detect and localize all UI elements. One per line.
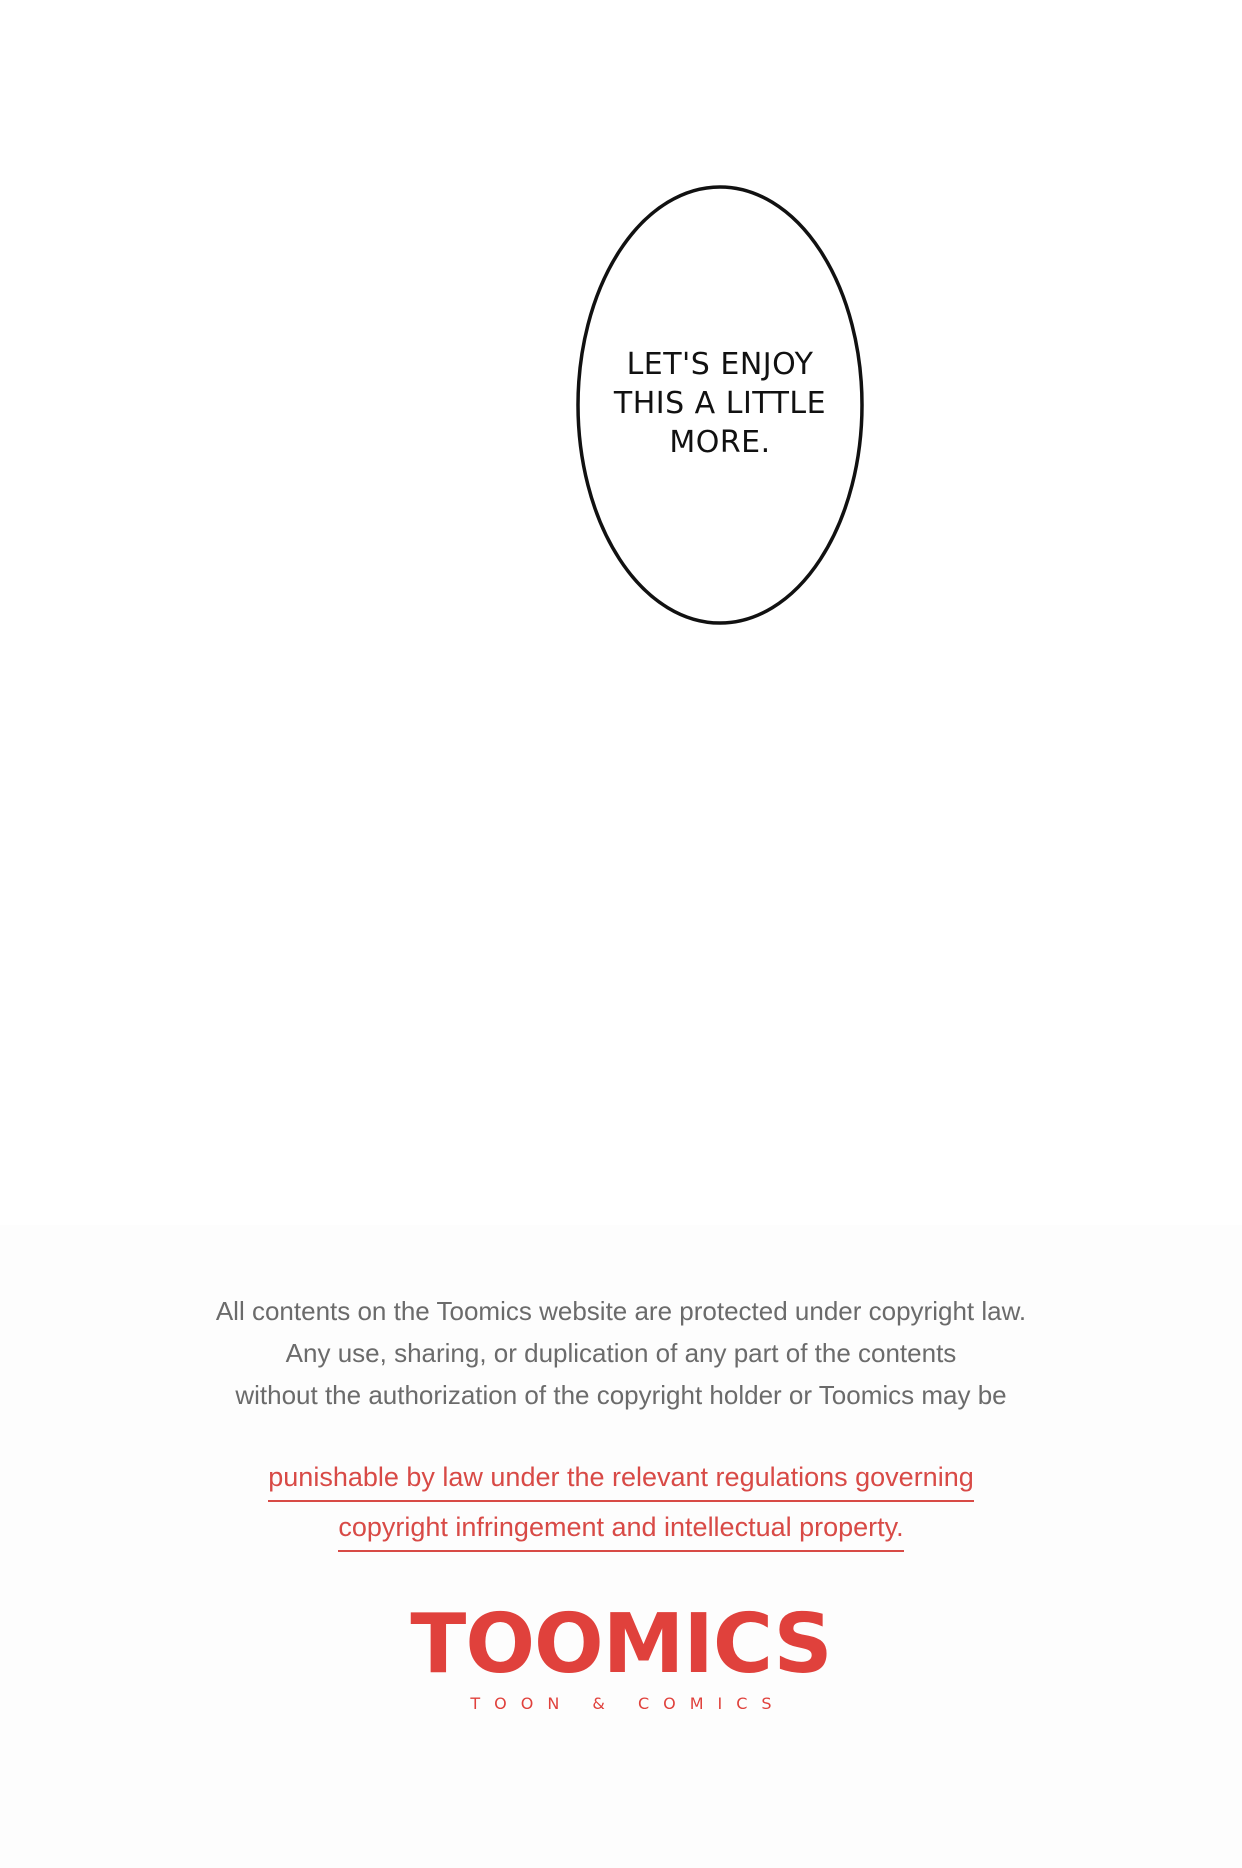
- warning-line: punishable by law under the relevant regulations governing: [268, 1460, 973, 1502]
- notice-line: Any use, sharing, or duplication of any part of the contents: [285, 1338, 957, 1368]
- copyright-warning: [0, 1460, 1242, 1560]
- notice-line: without the authorization of the copyright holder or Toomics may be: [235, 1380, 1007, 1410]
- bubble-line: MORE.: [669, 425, 771, 460]
- bubble-line: THIS A LITTLE: [613, 386, 827, 421]
- copyright-notice: [0, 1290, 1242, 1416]
- toomics-logo: [0, 1597, 1242, 1713]
- logo-wordmark: TOOMICS: [410, 1597, 832, 1692]
- notice-line: All contents on the Toomics website are protected under copyright law.: [215, 1296, 1027, 1326]
- speech-bubble-text: [560, 345, 880, 462]
- warning-line: copyright infringement and intellectual property.: [338, 1510, 903, 1552]
- logo-tagline: TOON & COMICS: [470, 1694, 786, 1713]
- bubble-line: LET'S ENJOY: [626, 347, 814, 382]
